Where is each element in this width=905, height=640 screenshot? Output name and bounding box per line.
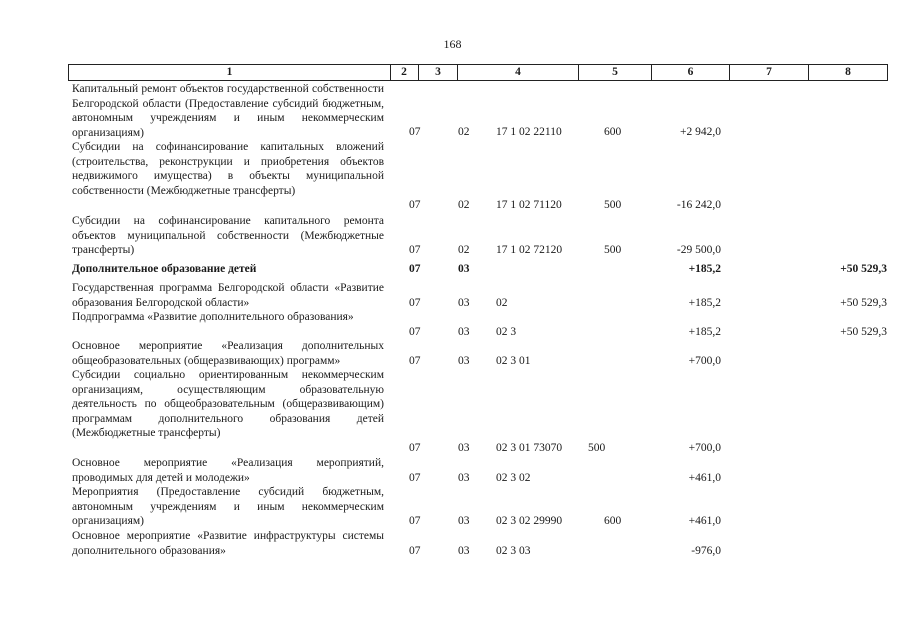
row-target-code: 02 3 02 29990	[496, 515, 563, 527]
row-subsection: 03	[458, 263, 470, 275]
row-target-code: 17 1 02 22110	[496, 126, 562, 138]
row-expense-type: 600	[604, 515, 622, 527]
row-name: Мероприятия (Предоставление субсидий бюджетным, автономным учреждениям и иным некоммерческим организациям)	[72, 486, 384, 528]
header-col-4: 4	[458, 64, 579, 81]
row-section: 07	[409, 244, 421, 256]
row-name: Подпрограмма «Развитие дополнительного образования»	[72, 311, 354, 323]
row-name: Субсидии социально ориентированным некоммерческим организациям, осуществляющим образовательную деятельность по общеобразовательным (общеразвивающим) программам дополнительного образования детей (Межбюджетные трансферты)	[72, 369, 384, 440]
row-target-code: 02 3 02	[496, 472, 531, 484]
row-section: 07	[409, 199, 421, 211]
row-name: Основное мероприятие «Реализация дополнительных общеобразовательных (общеразвивающих) программ»	[72, 340, 384, 367]
row-amount-total: +50 529,3	[840, 297, 887, 309]
header-col-5: 5	[579, 64, 652, 81]
row-section: 07	[409, 515, 421, 527]
row-subsection: 02	[458, 244, 470, 256]
row-target-code: 02	[496, 297, 508, 309]
row-name: Субсидии на софинансирование капитального ремонта объектов муниципальной собственности (Межбюджетные трансферты)	[72, 215, 384, 257]
row-amount-total: +50 529,3	[840, 263, 887, 275]
header-col-3: 3	[419, 64, 458, 81]
row-section: 07	[409, 442, 421, 454]
row-name: Субсидии на софинансирование капитальных вложений (строительства, реконструкции и приобретения объектов недвижимого имущества) в объекты муниципальной собственности (Межбюджетные трансферты)	[72, 141, 384, 197]
row-target-code: 02 3 03	[496, 545, 531, 557]
row-amount: +700,0	[688, 355, 721, 367]
row-section: 07	[409, 326, 421, 338]
row-expense-type: 500	[604, 199, 622, 211]
row-amount-total: +50 529,3	[840, 326, 887, 338]
row-section: 07	[409, 472, 421, 484]
row-section: 07	[409, 126, 421, 138]
row-expense-type: 500	[604, 244, 622, 256]
row-subsection: 03	[458, 515, 470, 527]
row-target-code: 02 3	[496, 326, 517, 338]
row-subsection: 03	[458, 442, 470, 454]
row-amount: +185,2	[688, 263, 721, 275]
row-amount: +185,2	[688, 326, 721, 338]
row-amount: -29 500,0	[676, 244, 721, 256]
row-amount: +461,0	[688, 472, 721, 484]
row-amount: +185,2	[688, 297, 721, 309]
row-subsection: 03	[458, 297, 470, 309]
row-amount: +2 942,0	[680, 126, 721, 138]
row-amount: -16 242,0	[676, 199, 721, 211]
header-col-6: 6	[652, 64, 730, 81]
header-col-8: 8	[809, 64, 888, 81]
row-subsection: 02	[458, 126, 470, 138]
row-section: 07	[409, 545, 421, 557]
row-name: Дополнительное образование детей	[72, 263, 257, 275]
row-section: 07	[409, 263, 421, 275]
row-name: Государственная программа Белгородской области «Развитие образования Белгородской области»	[72, 282, 384, 309]
row-section: 07	[409, 355, 421, 367]
row-subsection: 03	[458, 545, 470, 557]
row-name: Капитальный ремонт объектов государственной собственности Белгородской области (Предоставление субсидий бюджетным, автономным учреждениям и иным некоммерческим организациям)	[72, 83, 384, 139]
header-col-7: 7	[730, 64, 809, 81]
row-subsection: 03	[458, 355, 470, 367]
row-target-code: 17 1 02 71120	[496, 199, 562, 211]
row-subsection: 03	[458, 472, 470, 484]
header-col-2: 2	[390, 64, 419, 81]
table-header	[68, 64, 888, 81]
row-amount: +461,0	[688, 515, 721, 527]
row-name: Основное мероприятие «Развитие инфраструктуры системы дополнительного образования»	[72, 530, 384, 557]
header-col-1: 1	[68, 64, 391, 81]
row-name: Основное мероприятие «Реализация мероприятий, проводимых для детей и молодежи»	[72, 457, 384, 484]
row-expense-type: 500	[588, 442, 606, 454]
row-amount: +700,0	[688, 442, 721, 454]
row-expense-type: 600	[604, 126, 622, 138]
row-subsection: 03	[458, 326, 470, 338]
row-target-code: 02 3 01	[496, 355, 531, 367]
page-number: 168	[443, 37, 462, 51]
row-subsection: 02	[458, 199, 470, 211]
row-target-code: 02 3 01 73070	[496, 442, 563, 454]
row-target-code: 17 1 02 72120	[496, 244, 563, 256]
row-section: 07	[409, 297, 421, 309]
row-amount: -976,0	[691, 545, 721, 557]
